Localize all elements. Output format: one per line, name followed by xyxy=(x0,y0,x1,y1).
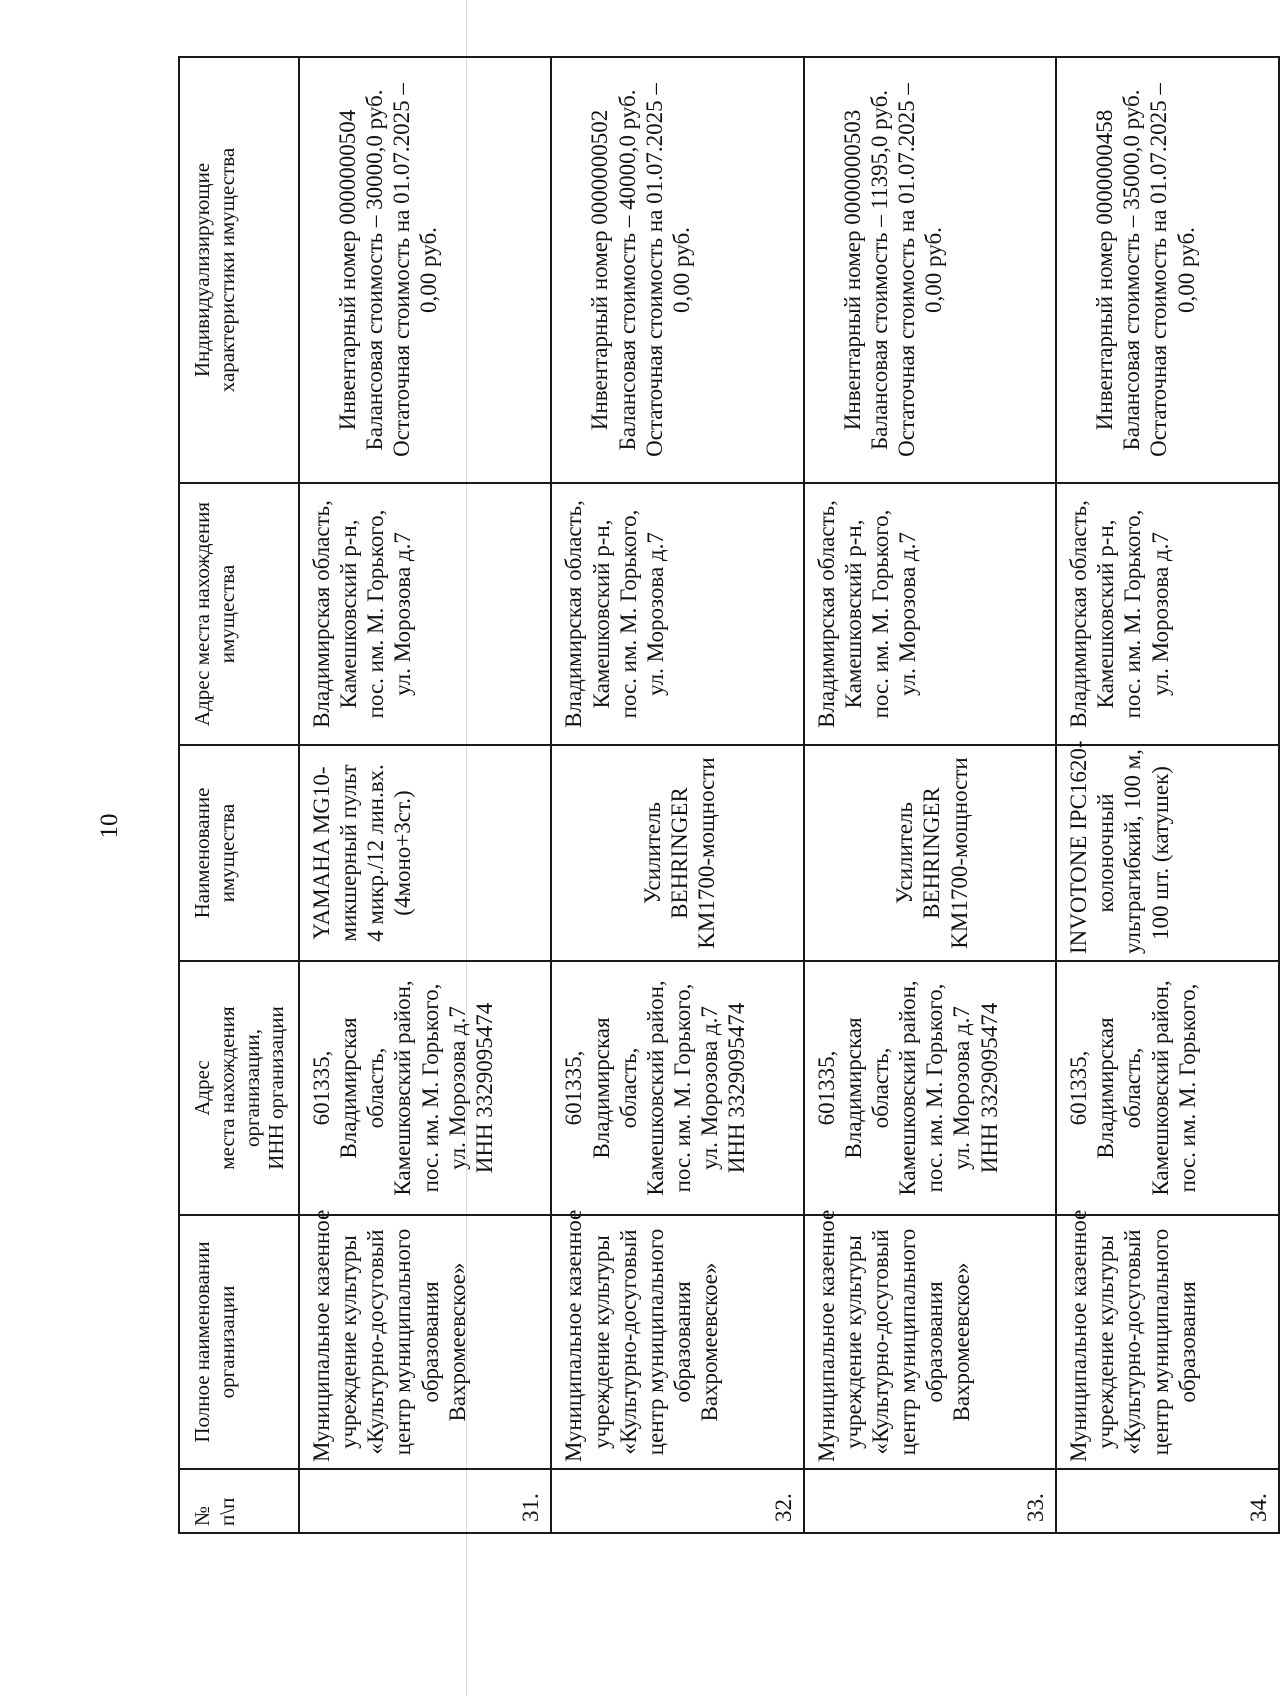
header-org-address: Адрес места нахождения организации, ИНН организации xyxy=(179,961,299,1215)
property-address-cell: Владимирская область, Камешковский р-н, пос. им. М. Горького, ул. Морозова д.7 xyxy=(299,483,551,745)
property-name-cell: Усилитель BEHRINGER KM1700-мощности xyxy=(551,745,803,961)
property-table xyxy=(178,56,1280,1534)
page-number: 10 xyxy=(96,813,123,839)
org-name-cell: Муниципальное казенное учреждение культуры «Культурно-досуговый центр муниципального образования Вахромеевское» xyxy=(299,1215,551,1469)
property-name-cell: INVOTONE IPC1620- колоночный ультрагибкий, 100 м, 100 шт. (катушек) xyxy=(1056,745,1279,961)
property-address-cell: Владимирская область, Камешковский р-н, пос. им. М. Горького, ул. Морозова д.7 xyxy=(551,483,803,745)
table-header-row xyxy=(179,57,299,1533)
org-address-cell: 601335, Владимирская область, Камешковский район, пос. им. М. Горького, ул. Морозова д.7 ИНН 3329095474 xyxy=(551,961,803,1215)
row-number: 33. xyxy=(804,1469,1056,1533)
row-number: 31. xyxy=(299,1469,551,1533)
characteristics-cell: Инвентарный номер 0000000458 Балансовая стоимость – 35000,0 руб. Остаточная стоимость на 01.07.2025 – 0,00 руб. xyxy=(1056,57,1279,483)
table-row xyxy=(804,57,1056,1533)
header-property-name: Наименование имущества xyxy=(179,745,299,961)
characteristics-cell: Инвентарный номер 0000000502 Балансовая стоимость – 40000,0 руб. Остаточная стоимость на 01.07.2025 – 0,00 руб. xyxy=(551,57,803,483)
document-table-container xyxy=(178,58,1280,1534)
header-num: № п\п xyxy=(179,1469,299,1533)
property-address-cell: Владимирская область, Камешковский р-н, пос. им. М. Горького, ул. Морозова д.7 xyxy=(1056,483,1279,745)
characteristics-cell: Инвентарный номер 0000000504 Балансовая стоимость – 30000,0 руб. Остаточная стоимость на 01.07.2025 – 0,00 руб. xyxy=(299,57,551,483)
table-row xyxy=(551,57,803,1533)
characteristics-cell: Инвентарный номер 0000000503 Балансовая стоимость – 11395,0 руб. Остаточная стоимость на 01.07.2025 – 0,00 руб. xyxy=(804,57,1056,483)
table-row xyxy=(1056,57,1279,1533)
header-characteristics: Индивидуализирующие характеристики имущества xyxy=(179,57,299,483)
property-address-cell: Владимирская область, Камешковский р-н, пос. им. М. Горького, ул. Морозова д.7 xyxy=(804,483,1056,745)
row-number: 32. xyxy=(551,1469,803,1533)
property-name-cell: Усилитель BEHRINGER KM1700-мощности xyxy=(804,745,1056,961)
header-org-name: Полное наименовании организации xyxy=(179,1215,299,1469)
org-address-cell: 601335, Владимирская область, Камешковский район, пос. им. М. Горького, ул. Морозова д.7 ИНН 3329095474 xyxy=(299,961,551,1215)
table-row xyxy=(299,57,551,1533)
org-name-cell: Муниципальное казенное учреждение культуры «Культурно-досуговый центр муниципального образования Вахромеевское» xyxy=(551,1215,803,1469)
org-address-cell: 601335, Владимирская область, Камешковский район, пос. им. М. Горького, ул. Морозова д.7 ИНН 3329095474 xyxy=(804,961,1056,1215)
row-number: 34. xyxy=(1056,1469,1279,1533)
org-name-cell: Муниципальное казенное учреждение культуры «Культурно-досуговый центр муниципального образования Вахромеевское» xyxy=(804,1215,1056,1469)
org-address-cell: 601335, Владимирская область, Камешковский район, пос. им. М. Горького, xyxy=(1056,961,1279,1215)
property-name-cell: YAMAHA MG10- микшерный пульт 4 микр./12 лин.вх. (4моно+3ст.) xyxy=(299,745,551,961)
header-property-address: Адрес места нахождения имущества xyxy=(179,483,299,745)
org-name-cell: Муниципальное казенное учреждение культуры «Культурно-досуговый центр муниципального образования xyxy=(1056,1215,1279,1469)
